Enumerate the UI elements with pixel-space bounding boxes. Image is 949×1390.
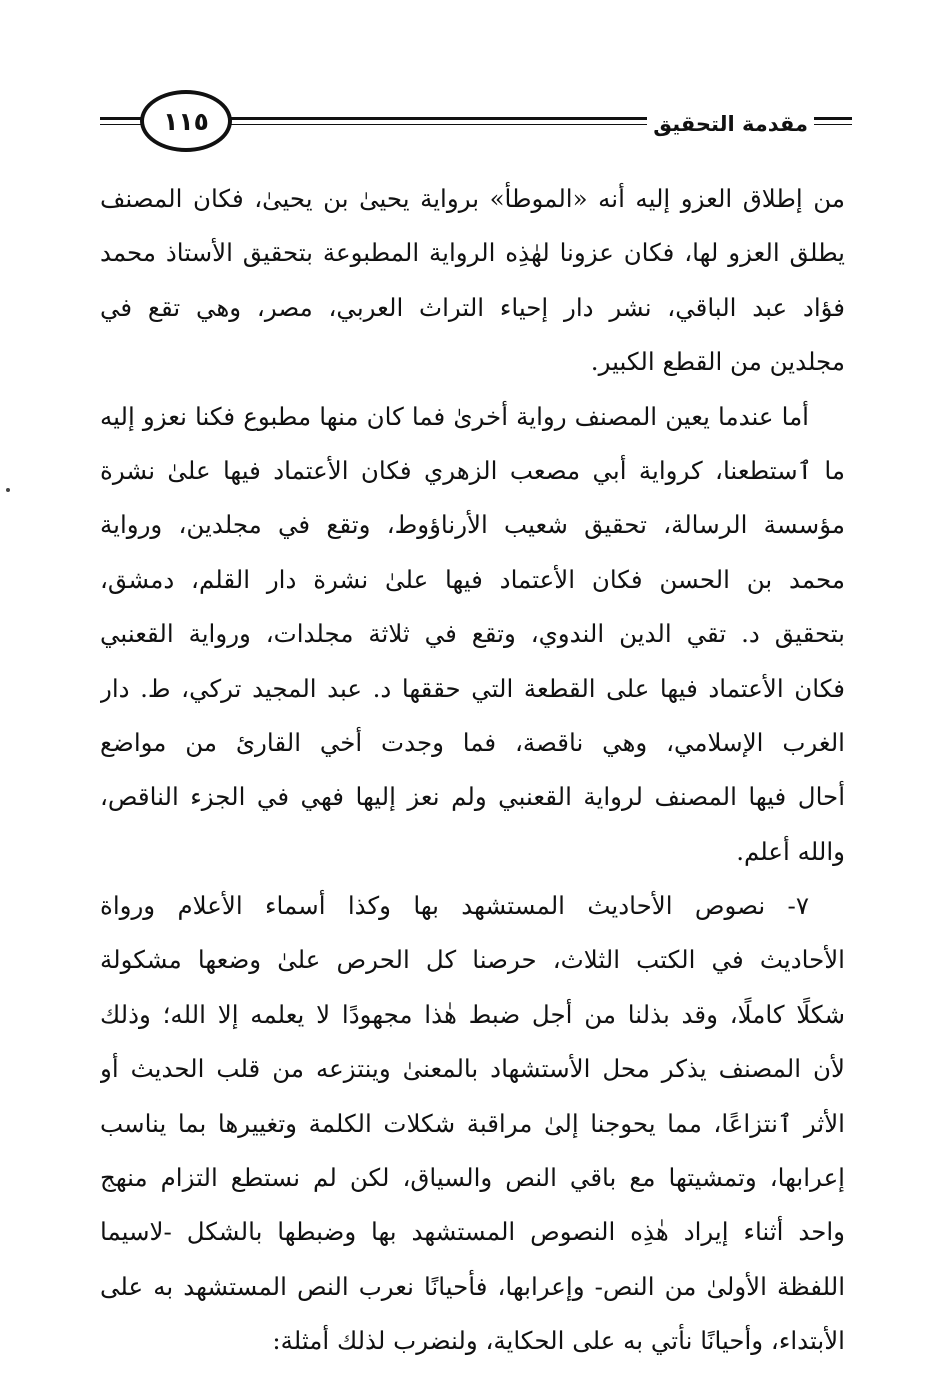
text-line: الأثر ٱنتزاعًا، مما يحوجنا إلىٰ مراقبة شكلات الكلمة وتغييرها بما يناسب: [100, 1108, 845, 1138]
text-line: اللفظة الأولىٰ من النص- وإعرابها، فأحيانًا نعرب النص المستشهد به على: [100, 1271, 845, 1301]
text-line: الأحاديث في الكتب الثلاث، حرصنا كل الحرص علىٰ وضعها مشكولة: [100, 945, 845, 975]
text-line: شكلًا كاملًا، وقد بذلنا من أجل ضبط هٰذا مجهودًا لا يعلمه إلا الله؛ وذلك: [100, 999, 845, 1029]
text-line: مؤسسة الرسالة، تحقيق شعيب الأرناؤوط، وتقع في مجلدين، ورواية: [100, 510, 845, 540]
text-line: لأن المصنف يذكر محل الأستشهاد بالمعنىٰ وينتزعه من قلب الحديث أو: [100, 1054, 845, 1084]
text-line: واحد أثناء إيراد هٰذِه النصوص المستشهد بها وضبطها بالشكل -لاسيما: [100, 1217, 845, 1247]
header-rule-left-thin: [100, 124, 144, 125]
scan-speck: [6, 488, 10, 492]
running-title: مقدمة التحقيق: [647, 114, 814, 135]
text-line: من إطلاق العزو إليه أنه «الموطأ» برواية يحيىٰ بن يحيىٰ، فكان المصنف: [100, 184, 845, 213]
page-number-ring: [140, 90, 232, 152]
text-line: أما عندما يعين المصنف رواية أخرىٰ فما كان منها مطبوع فكنا نعزو إليه: [100, 401, 809, 431]
text-line: فكان الأعتماد فيها على القطعة التي حققها د. عبد المجيد تركي، ط. دار: [100, 673, 845, 703]
text-line: يطلق العزو لها، فكان عزونا لهٰذِه الرواية المطبوعة بتحقيق الأستاذ محمد: [100, 238, 845, 268]
text-line: الأبتداء، وأحيانًا نأتي به على الحكاية، ولنضرب لذلك أمثلة:: [272, 1326, 845, 1356]
text-line: أحال فيها المصنف لرواية القعنبي ولم نعز إليها فهي في الجزء الناقص،: [100, 782, 845, 812]
page-header: [100, 88, 852, 168]
header-rule-right-thick: [812, 117, 852, 120]
text-line: محمد بن الحسن فكان الأعتماد فيها علىٰ نشرة دار القلم، دمشق،: [100, 564, 845, 594]
page-body: [100, 172, 845, 1369]
text-line: فؤاد عبد الباقي، نشر دار إحياء التراث العربي، مصر، وهي تقع في: [100, 292, 845, 322]
text-line: والله أعلم.: [736, 836, 845, 866]
text-line: إعرابها، وتمشيتها مع باقي النص والسياق، لكن لم نستطع التزام منهج: [100, 1163, 845, 1193]
text-line: ٧- نصوص الأحاديث المستشهد بها وكذا أسماء الأعلام ورواة: [100, 891, 809, 921]
page-number: ١١٥: [163, 106, 209, 136]
text-line: ما ٱستطعنا، كرواية أبي مصعب الزهري فكان الأعتماد فيها علىٰ نشرة: [100, 455, 845, 485]
text-line: مجلدين من القطع الكبير.: [590, 347, 845, 377]
text-line: الغرب الإسلامي، وهي ناقصة، فما وجدت أخي القارئ من مواضع: [100, 727, 845, 757]
text-line: بتحقيق د. تقي الدين الندوي، وتقع في ثلاثة مجلدات، ورواية القعنبي: [100, 619, 845, 649]
header-rule-right-thin: [812, 124, 852, 125]
header-rule-left-thick: [100, 117, 144, 120]
